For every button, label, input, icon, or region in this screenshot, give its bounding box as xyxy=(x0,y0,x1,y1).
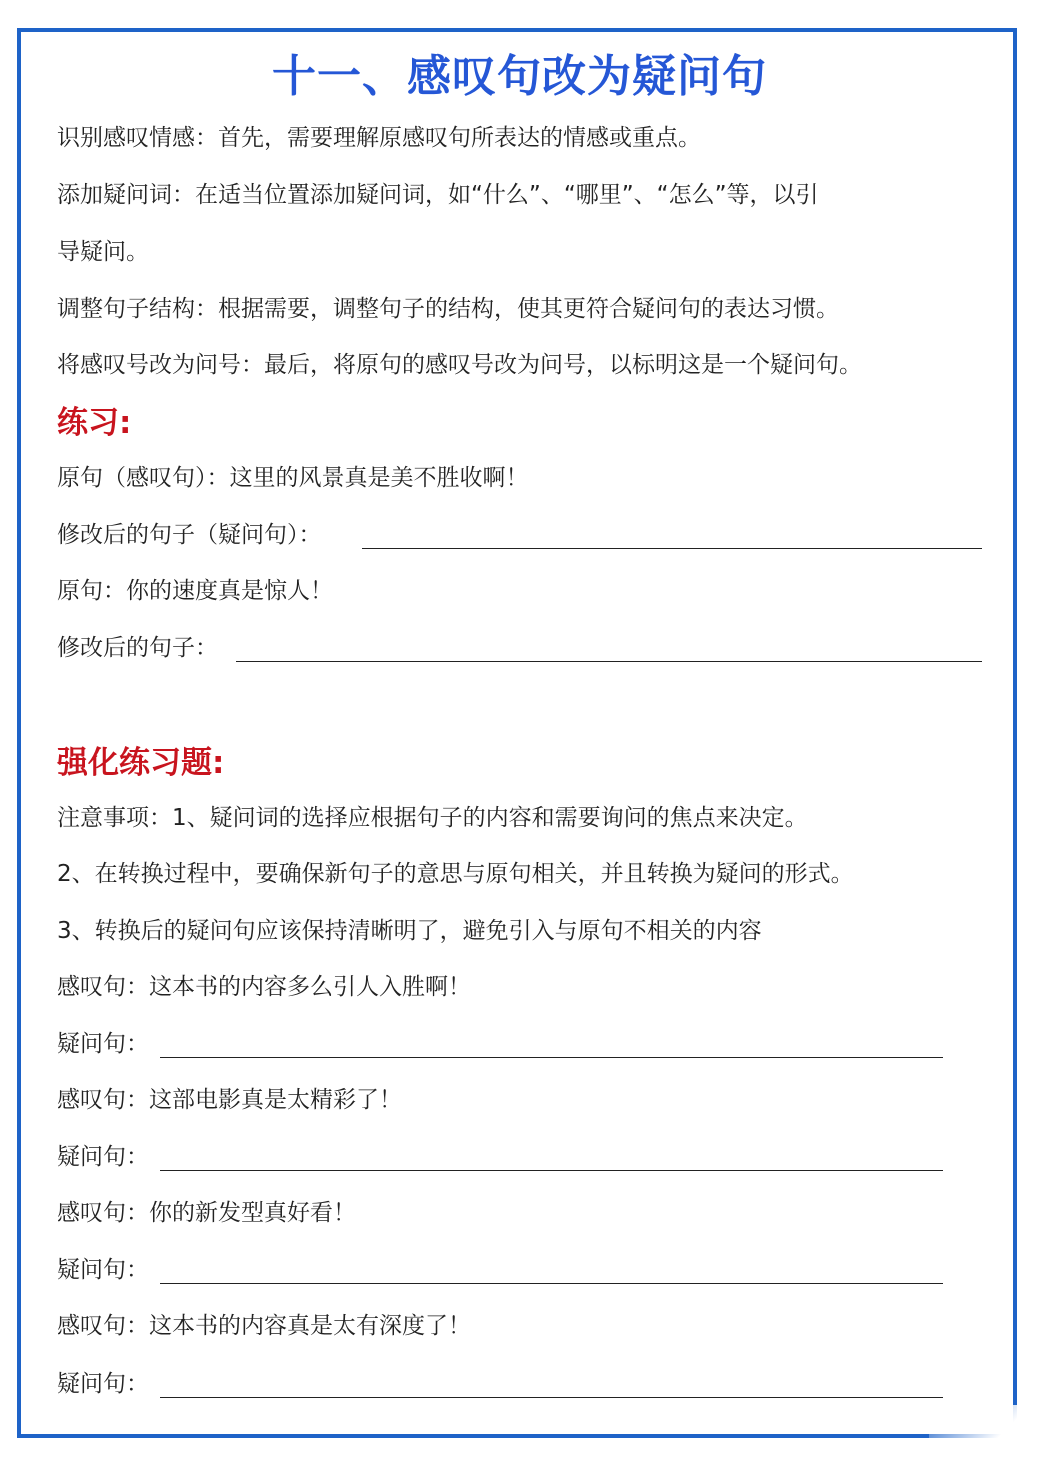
exercise-blank-4[interactable] xyxy=(160,1397,943,1398)
exercise-question-label-2: 疑问句： xyxy=(57,1144,149,1170)
answer-blank-2[interactable] xyxy=(236,661,982,662)
exercise-exclaim-3: 感叹句：你的新发型真好看！ xyxy=(57,1200,356,1226)
exercise-exclaim-4: 感叹句：这本书的内容真是太有深度了！ xyxy=(57,1313,471,1339)
page-title: 十一、感叹句改为疑问句 xyxy=(272,51,767,102)
note-line-3: 3、转换后的疑问句应该保持清晰明了，避免引入与原句不相关的内容 xyxy=(57,918,762,944)
practice-answer-label-1: 修改后的句子（疑问句）： xyxy=(57,522,322,548)
intro-line-4: 调整句子结构：根据需要，调整句子的结构，使其更符合疑问句的表达习惯。 xyxy=(57,296,839,322)
practice-original-2: 原句：你的速度真是惊人！ xyxy=(57,578,333,604)
exercise-exclaim-1: 感叹句：这本书的内容多么引人入胜啊！ xyxy=(57,974,471,1000)
exercise-question-label-1: 疑问句： xyxy=(57,1031,149,1057)
intro-line-3: 导疑问。 xyxy=(57,239,149,265)
practice-answer-label-2: 修改后的句子： xyxy=(57,635,218,661)
practice-original-1: 原句（感叹句）：这里的风景真是美不胜收啊！ xyxy=(57,465,529,491)
corner-fade xyxy=(929,1405,1039,1465)
note-line-2: 2、在转换过程中，要确保新句子的意思与原句相关，并且转换为疑问的形式。 xyxy=(57,861,854,887)
exercise-question-label-4: 疑问句： xyxy=(57,1371,149,1397)
answer-blank-1[interactable] xyxy=(362,548,982,549)
advanced-heading: 强化练习题: xyxy=(57,745,225,781)
exercise-blank-3[interactable] xyxy=(160,1283,943,1284)
note-line-1: 注意事项：1、疑问词的选择应根据句子的内容和需要询问的焦点来决定。 xyxy=(57,805,808,831)
intro-line-5: 将感叹号改为问号：最后，将原句的感叹号改为问号，以标明这是一个疑问句。 xyxy=(57,352,862,378)
intro-line-1: 识别感叹情感：首先，需要理解原感叹句所表达的情感或重点。 xyxy=(57,125,701,151)
exercise-question-label-3: 疑问句： xyxy=(57,1257,149,1283)
exercise-blank-2[interactable] xyxy=(160,1170,943,1171)
exercise-blank-1[interactable] xyxy=(160,1057,943,1058)
practice-heading: 练习: xyxy=(57,405,132,441)
intro-line-2: 添加疑问词：在适当位置添加疑问词，如“什么”、“哪里”、“怎么”等，以引 xyxy=(57,182,819,208)
exercise-exclaim-2: 感叹句：这部电影真是太精彩了！ xyxy=(57,1087,402,1113)
